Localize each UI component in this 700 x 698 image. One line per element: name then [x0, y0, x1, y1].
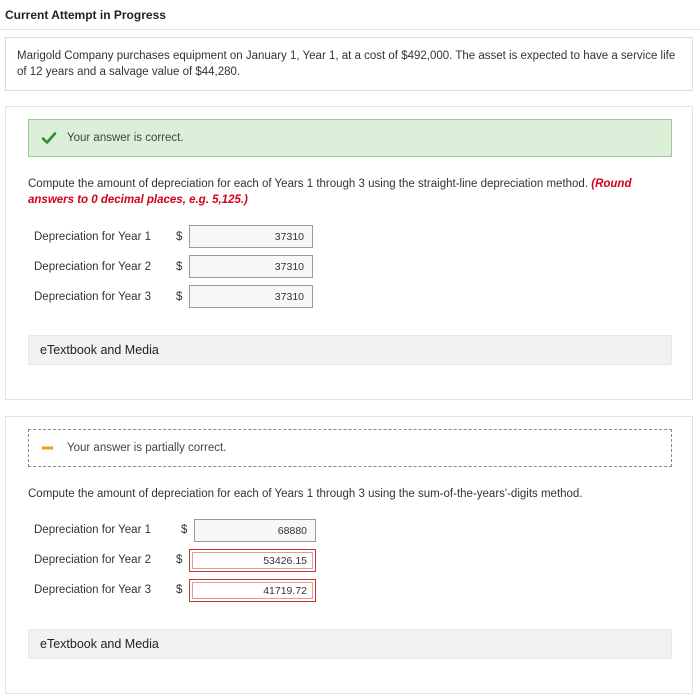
- row-label: Depreciation for Year 3: [34, 584, 151, 596]
- status-text: Your answer is partially correct.: [67, 442, 227, 454]
- year1-answer-input[interactable]: [194, 519, 316, 542]
- etextbook-media-label: eTextbook and Media: [40, 637, 159, 651]
- etextbook-media-button[interactable]: [28, 335, 672, 365]
- check-icon: [41, 130, 57, 146]
- row-label: Depreciation for Year 1: [34, 524, 151, 536]
- year3-answer-input[interactable]: [189, 285, 313, 308]
- currency-symbol: $: [176, 231, 183, 243]
- currency-symbol: $: [181, 524, 188, 536]
- instruction-text: [28, 176, 678, 208]
- currency-symbol: $: [176, 584, 183, 596]
- row-label: Depreciation for Year 2: [34, 261, 151, 273]
- currency-symbol: $: [176, 291, 183, 303]
- instruction-text: [28, 486, 678, 502]
- status-text: Your answer is correct.: [67, 132, 184, 144]
- year2-answer-input[interactable]: [189, 549, 316, 572]
- instruction-main: Compute the amount of depreciation for each of Years 1 through 3 using the sum-of-the-years'-digits method.: [28, 488, 583, 500]
- rounding-hint: (Round answers to 0 decimal places, e.g. 5,125.): [28, 178, 632, 206]
- year2-answer-input[interactable]: [189, 255, 313, 278]
- row-label: Depreciation for Year 2: [34, 554, 151, 566]
- part-b-panel: [5, 416, 693, 694]
- year3-answer-input[interactable]: [189, 579, 316, 602]
- page-title: Current Attempt in Progress: [5, 8, 166, 22]
- question-text: Marigold Company purchases equipment on January 1, Year 1, at a cost of $492,000. The asset is expected to have a service life of 12 years and a salvage value of $44,280.: [17, 50, 676, 78]
- currency-symbol: $: [176, 554, 183, 566]
- partial-banner: [28, 429, 672, 467]
- top-bar: [0, 0, 700, 30]
- year1-answer-input[interactable]: [189, 225, 313, 248]
- correct-banner: [28, 119, 672, 157]
- row-label: Depreciation for Year 1: [34, 231, 151, 243]
- dash-icon: [41, 440, 57, 456]
- row-label: Depreciation for Year 3: [34, 291, 151, 303]
- etextbook-media-label: eTextbook and Media: [40, 343, 159, 357]
- part-a-panel: [5, 106, 693, 400]
- instruction-main: Compute the amount of depreciation for each of Years 1 through 3 using the straight-line depreciation method.: [28, 178, 589, 190]
- currency-symbol: $: [176, 261, 183, 273]
- question-box: [5, 37, 693, 91]
- etextbook-media-button[interactable]: [28, 629, 672, 659]
